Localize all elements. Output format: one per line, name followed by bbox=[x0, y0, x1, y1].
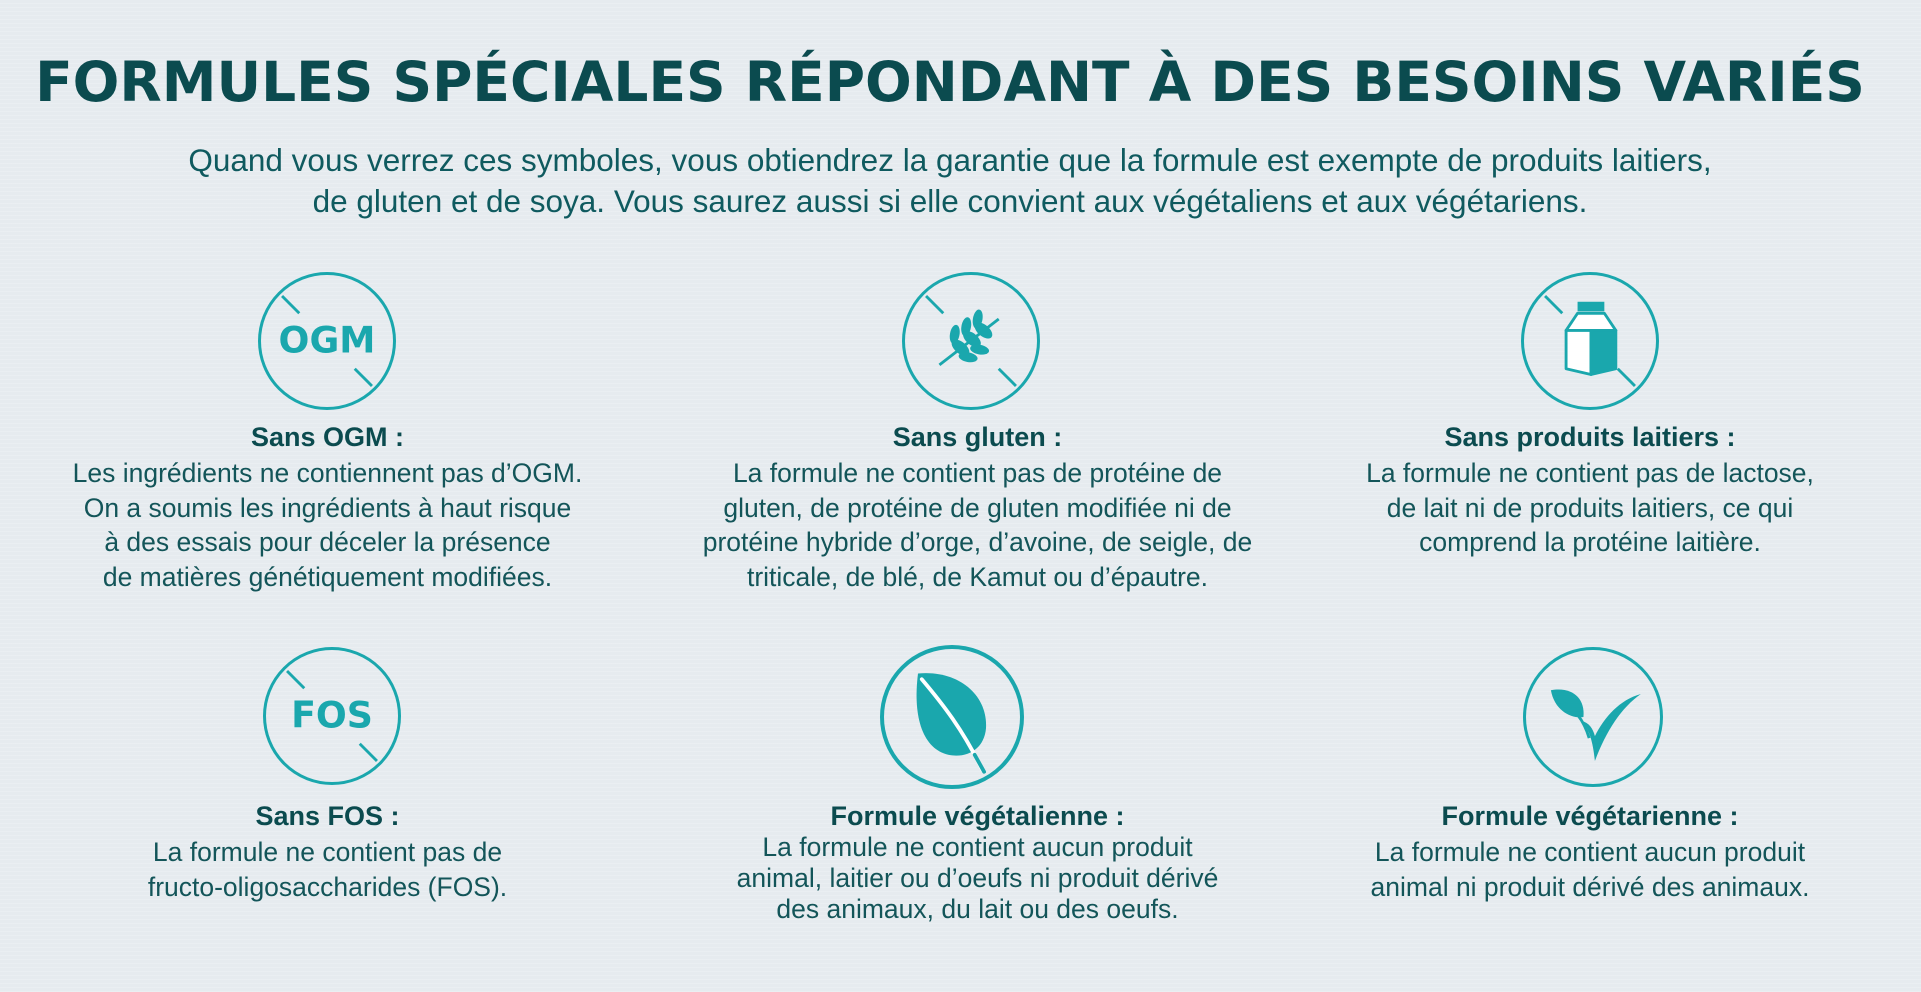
feature-gluten-free bbox=[670, 270, 1285, 600]
description-line: à des essais pour déceler la présence bbox=[104, 527, 551, 557]
description-line: La formule ne contient pas de protéine de bbox=[732, 458, 1223, 488]
description-line: comprend la protéine laitière. bbox=[1419, 527, 1761, 557]
description-line: animal ni produit dérivé des animaux. bbox=[1370, 871, 1810, 902]
description-line: de matières génétiquement modifiées. bbox=[102, 561, 553, 592]
no-gmo-icon-text: OGM bbox=[278, 318, 376, 362]
vegetarian-check-icon bbox=[1523, 647, 1663, 787]
feature-description bbox=[1310, 456, 1870, 560]
feature-title: Formule végétalienne : bbox=[830, 801, 1125, 831]
feature-description bbox=[670, 832, 1285, 925]
feature-no-fos bbox=[40, 645, 615, 915]
feature-title: Sans gluten : bbox=[892, 422, 1063, 452]
vegan-leaf-icon bbox=[880, 645, 1024, 789]
description-line: La formule ne contient pas de lactose, bbox=[1366, 458, 1814, 488]
feature-description bbox=[40, 456, 615, 594]
description-line: de lait ni de produits laitiers, ce qui bbox=[1386, 492, 1794, 523]
description-line: On a soumis les ingrédients à haut risque bbox=[83, 492, 572, 523]
feature-title: Sans OGM : bbox=[250, 422, 405, 452]
description-line: fructo-oligosaccharides (FOS). bbox=[147, 871, 508, 902]
description-line: La formule ne contient aucun produit bbox=[1374, 837, 1806, 867]
page-title: FORMULES SPÉCIALES RÉPONDANT À DES BESOINS VARIÉS bbox=[35, 50, 1865, 114]
description-line: La formule ne contient pas de bbox=[152, 837, 503, 867]
gluten-free-icon bbox=[902, 272, 1040, 410]
description-line: Les ingrédients ne contiennent pas d’OGM. bbox=[72, 458, 583, 488]
intro-line: de gluten et de soya. Vous saurez aussi si elle convient aux végétaliens et aux végétariens. bbox=[312, 183, 1588, 219]
description-line: triticale, de blé, de Kamut ou d’épautre. bbox=[746, 561, 1209, 592]
no-fos-icon bbox=[263, 647, 401, 785]
feature-dairy-free bbox=[1310, 270, 1870, 600]
description-line: gluten, de protéine de gluten modifiée ni de bbox=[723, 492, 1232, 523]
dairy-free-icon bbox=[1521, 272, 1659, 410]
description-line: des animaux, du lait ou des oeufs. bbox=[776, 894, 1179, 924]
feature-description bbox=[670, 456, 1285, 594]
feature-title: Sans FOS : bbox=[255, 801, 400, 831]
intro-line: Quand vous verrez ces symboles, vous obtiendrez la garantie que la formule est exempte de produits laitiers, bbox=[188, 142, 1712, 178]
intro-text bbox=[60, 140, 1840, 222]
feature-title: Formule végétarienne : bbox=[1441, 801, 1739, 831]
description-line: protéine hybride d’orge, d’avoine, de seigle, de bbox=[702, 527, 1253, 557]
feature-description bbox=[1310, 835, 1870, 904]
no-fos-icon-text: FOS bbox=[291, 693, 373, 737]
feature-description bbox=[40, 835, 615, 904]
feature-vegetarian bbox=[1310, 645, 1870, 915]
no-gmo-icon bbox=[258, 272, 396, 410]
feature-no-gmo bbox=[40, 270, 615, 600]
description-line: animal, laitier ou d’oeufs ni produit dérivé bbox=[736, 863, 1219, 893]
feature-title: Sans produits laitiers : bbox=[1444, 422, 1736, 452]
feature-vegan bbox=[670, 645, 1285, 935]
description-line: La formule ne contient aucun produit bbox=[762, 832, 1193, 862]
